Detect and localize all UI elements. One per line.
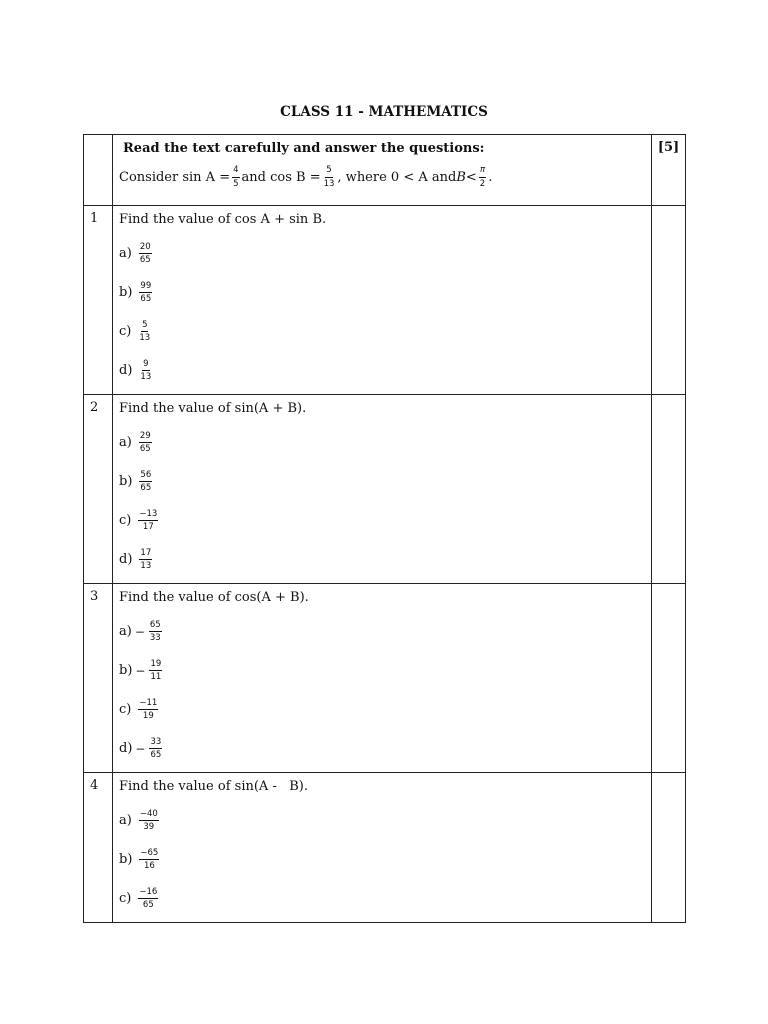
fraction-numerator: 99 xyxy=(139,282,152,294)
option-letter: b) xyxy=(119,663,133,678)
question-content xyxy=(113,773,652,923)
fraction-denominator: 19 xyxy=(142,711,154,721)
question-table xyxy=(83,134,686,923)
fraction-numerator: −13 xyxy=(138,510,158,522)
option-letter: a) xyxy=(119,435,132,450)
option-b xyxy=(119,840,645,879)
question-text: Find the value of sin(A - B). xyxy=(119,779,308,794)
option-letter: c) xyxy=(119,702,132,717)
option-fraction xyxy=(138,888,158,910)
fraction-pi-over-2 xyxy=(479,166,486,188)
question-row xyxy=(84,395,686,584)
fraction-numerator: −65 xyxy=(139,849,159,861)
marks-cell: [5] xyxy=(652,135,686,206)
fraction-denominator: 11 xyxy=(150,672,162,682)
option-fraction xyxy=(139,549,152,571)
option-a xyxy=(119,423,645,462)
fraction-sin-a xyxy=(232,166,239,188)
option-letter: b) xyxy=(119,474,133,489)
intro-heading: Read the text carefully and answer the questions: xyxy=(123,141,485,156)
option-letter: d) xyxy=(119,363,133,378)
option-fraction xyxy=(139,282,152,304)
option-a xyxy=(119,612,645,651)
intro-text-2: and cos B = xyxy=(241,169,321,185)
option-fraction xyxy=(139,810,159,832)
question-text: Find the value of cos A + sin B. xyxy=(119,212,327,227)
option-fraction xyxy=(139,849,159,871)
option-fraction xyxy=(139,243,152,265)
fraction-numerator: −16 xyxy=(138,888,158,900)
intro-row xyxy=(84,135,686,206)
question-number: 1 xyxy=(84,206,113,395)
fraction-denominator: 5 xyxy=(233,178,239,189)
marks-cell xyxy=(652,584,686,773)
fraction-numerator: 9 xyxy=(142,360,149,372)
option-letter: a) xyxy=(119,813,132,828)
fraction-numerator: 29 xyxy=(139,432,152,444)
fraction-cos-b xyxy=(323,166,336,188)
fraction-numerator: 65 xyxy=(149,621,162,633)
option-b xyxy=(119,651,645,690)
option-c xyxy=(119,690,645,729)
fraction-numerator: 19 xyxy=(149,660,162,672)
fraction-denominator: 17 xyxy=(142,522,154,532)
intro-text-5: . xyxy=(488,169,493,185)
fraction-denominator: 65 xyxy=(140,294,152,304)
question-row xyxy=(84,773,686,923)
option-letter: a) xyxy=(119,246,132,261)
option-fraction xyxy=(138,510,158,532)
intro-text-3: , where 0 < A and xyxy=(337,169,457,185)
option-a xyxy=(119,234,645,273)
option-letter: c) xyxy=(119,891,132,906)
fraction-denominator: 65 xyxy=(139,255,151,265)
question-number: 4 xyxy=(84,773,113,923)
question-number: 2 xyxy=(84,395,113,584)
option-letter: c) xyxy=(119,324,132,339)
fraction-numerator: 33 xyxy=(149,738,162,750)
question-row xyxy=(84,206,686,395)
option-fraction xyxy=(139,432,152,454)
question-row xyxy=(84,584,686,773)
question-text: Find the value of sin(A + B). xyxy=(119,401,307,416)
option-d xyxy=(119,729,645,768)
fraction-denominator: 13 xyxy=(140,561,152,571)
question-text: Find the value of cos(A + B). xyxy=(119,590,309,605)
intro-number-cell xyxy=(84,135,113,206)
option-fraction xyxy=(149,660,162,682)
option-c xyxy=(119,501,645,540)
fraction-numerator: −40 xyxy=(139,810,159,822)
fraction-numerator: 20 xyxy=(139,243,152,255)
option-letter: b) xyxy=(119,285,133,300)
fraction-denominator: 65 xyxy=(139,444,151,454)
fraction-denominator: 65 xyxy=(142,900,154,910)
option-fraction xyxy=(138,321,151,343)
fraction-numerator: 17 xyxy=(139,549,152,561)
intro-text-1: Consider sin A = xyxy=(119,169,231,185)
intro-content-cell xyxy=(113,135,652,206)
fraction-denominator: 2 xyxy=(479,178,486,189)
option-d xyxy=(119,351,645,390)
fraction-numerator: 5 xyxy=(325,166,332,178)
fraction-numerator: −11 xyxy=(138,699,158,711)
fraction-denominator: 65 xyxy=(150,750,162,760)
fraction-denominator: 16 xyxy=(143,861,155,871)
fraction-numerator: 5 xyxy=(141,321,148,333)
option-b xyxy=(119,462,645,501)
marks-cell xyxy=(652,773,686,923)
option-sign: − xyxy=(135,741,146,756)
option-c xyxy=(119,879,645,918)
option-letter: d) xyxy=(119,741,133,756)
option-a xyxy=(119,801,645,840)
option-sign: − xyxy=(134,624,145,639)
option-letter: c) xyxy=(119,513,132,528)
question-content xyxy=(113,206,652,395)
option-letter: d) xyxy=(119,552,133,567)
fraction-denominator: 13 xyxy=(323,178,335,189)
option-letter: b) xyxy=(119,852,133,867)
marks-cell xyxy=(652,395,686,584)
option-fraction xyxy=(139,471,152,493)
fraction-numerator: π xyxy=(479,166,486,178)
option-d xyxy=(119,540,645,579)
document-title: CLASS 11 - MATHEMATICS xyxy=(280,104,488,120)
question-content xyxy=(113,584,652,773)
option-fraction xyxy=(149,738,162,760)
option-fraction xyxy=(149,621,162,643)
fraction-numerator: 56 xyxy=(139,471,152,483)
variable-b: B xyxy=(456,169,466,185)
option-fraction xyxy=(138,699,158,721)
fraction-numerator: 4 xyxy=(232,166,239,178)
fraction-denominator: 33 xyxy=(149,633,161,643)
intro-statement xyxy=(119,166,645,188)
option-fraction xyxy=(139,360,152,382)
fraction-denominator: 13 xyxy=(139,333,151,343)
fraction-denominator: 39 xyxy=(143,822,155,832)
question-content xyxy=(113,395,652,584)
option-c xyxy=(119,312,645,351)
intro-text-4: < xyxy=(465,169,477,185)
option-b xyxy=(119,273,645,312)
marks-cell xyxy=(652,206,686,395)
fraction-denominator: 65 xyxy=(140,483,152,493)
question-number: 3 xyxy=(84,584,113,773)
option-sign: − xyxy=(135,663,146,678)
fraction-denominator: 13 xyxy=(140,372,152,382)
option-letter: a) xyxy=(119,624,132,639)
